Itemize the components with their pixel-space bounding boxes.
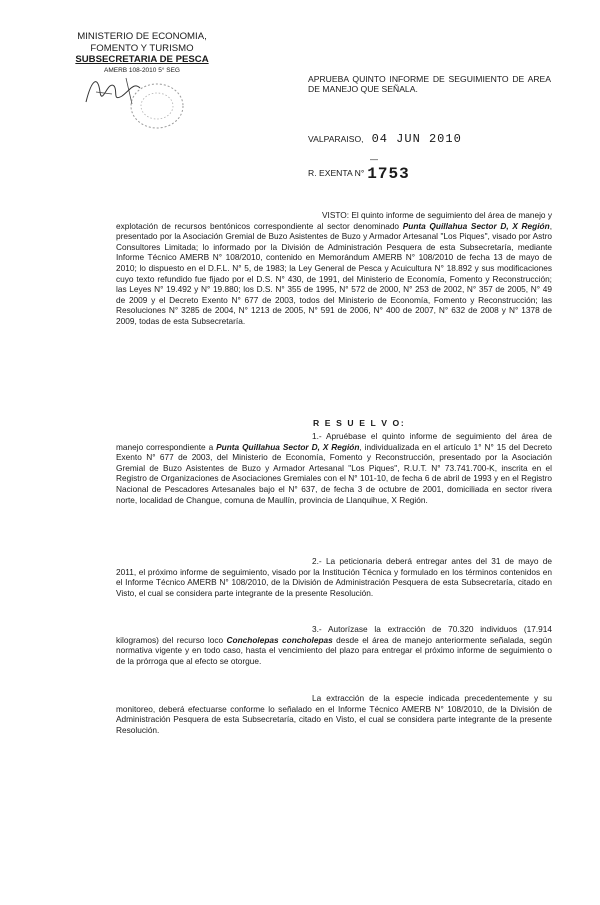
resuelvo-heading: R E S U E L V O: [313, 418, 406, 428]
place-name: VALPARAISO, [308, 134, 364, 144]
exenta-number: 1753 [367, 165, 410, 183]
species-name: Concholepas concholepas [226, 634, 333, 645]
subsecretaria-name: SUBSECRETARIA DE PESCA [75, 54, 209, 65]
resolution-item-3-extraction: La extracción de la especie indicada precedentemente y su monitoreo, deberá efectuarse conforme lo señalado en el Informe Técnico AMERB N° 108/2010, de la División de Administración Pesquera de esta Subsecretaría, citado en Visto, el cual se considera parte integrante de la presente Resolución. [116, 693, 552, 735]
exenta-label: R. EXENTA N° [308, 168, 365, 178]
sector-name: Punta Quillahua Sector D, X Región [402, 220, 550, 231]
ministry-header [62, 31, 222, 74]
separator-dash: — [370, 155, 378, 164]
resolution-item-3: 3.- Autorízase la extracción de 70.320 individuos (17.914 kilogramos) del recurso loco Concholepas concholepas desde el área de manejo anteriormente señalada, según normativa vigente y en todo caso, hasta el vencimiento del plazo para entregar el próximo informe de seguimiento o de la prórroga que al efecto se otorgue. [116, 624, 552, 666]
visto-paragraph: VISTO: El quinto informe de seguimiento del área de manejo y explotación de recursos bentónicos correspondiente al sector denominado Punta Quillahua Sector D, X Región, presentado por la Asociación Gremial de Buzo Asistentes de Buzo y Armador Artesanal "Los Piques", visado por Astro Consultores Limitada; lo informado por la División de Administración Pesquera de esta Subsecretaría, mediante Informe Técnico AMERB N° 108/2010, contenido en Memorándum AMERB N° 108/2010 de fecha 13 de mayo de 2010; lo dispuesto en el D.F.L. N° 5, de 1983; la Ley General de Pesca y Acuicultura N° 18.892 y sus modificaciones cuyo texto refundido fue fijado por el D.S. N° 430, de 1991, del Ministerio de Economía, Fomento y Reconstrucción; las Leyes N° 19.492 y N° 19.880; los D.S. N° 355 de 1995, N° 572 de 2000, N° 253 de 2002, N° 357 de 2005, N° 49 de 2009 y el Decreto Exento N° 677 de 2003, todos del Ministerio de Economía, Fomento y Reconstrucción; las Resoluciones N° 3285 de 2004, N° 1213 de 2005, N° 591 de 2006, N° 400 de 2007, N° 632 de 2008 y N° 1378 de 2009, todas de esta Subsecretaría. [116, 210, 552, 327]
stamp-reference: AMERB 108-2010 5° SEG [104, 66, 180, 74]
ministry-name: MINISTERIO DE ECONOMIA, [77, 31, 207, 42]
resolution-subject: APRUEBA QUINTO INFORME DE SEGUIMIENTO DE AREA DE MANEJO QUE SEÑALA. [308, 74, 551, 95]
official-seal-icon [128, 80, 186, 132]
sector-name: Punta Quillahua Sector D, X Región [216, 441, 360, 452]
date-stamp: 04 JUN 2010 [371, 132, 462, 146]
resolution-item-1: 1.- Apruébase el quinto informe de seguimiento del área de manejo correspondiente a Punta Quillahua Sector D, X Región, individualizada en el artículo 1° N° 15 del Decreto Exento N° 677 de 2003, del Ministerio de Economía, Fomento y Reconstrucción, presentado por la Asociación Gremial de Buzo Asistentes de Buzo y Armador Artesanal "Los Piques", R.U.T. N° 73.741.700-K, inscrita en el Registro de Organizaciones de Asociaciones Gremiales con el N° 101-10, de fecha 6 de abril de 1993 y en el Registro Nacional de Pescadores Artesanales bajo el N° 637, de fecha 3 de octubre de 2001, domiciliada en sector rivera norte, localidad de Changue, comuna de Maullín, provincia de Llanquihue, X Región. [116, 431, 552, 505]
exenta-line [308, 164, 410, 184]
ministry-portfolio: FOMENTO Y TURISMO [90, 42, 194, 54]
place-date-line [308, 132, 462, 147]
resolution-item-2: 2.- La peticionaria deberá entregar antes del 31 de mayo de 2011, el próximo informe de seguimiento, visado por la Institución Técnica y formulado en los términos contenidos en el Informe Técnico AMERB N° 108/2010, de la División de Administración Pesquera de esta Subsecretaría, citado en Visto, el cual se considera parte integrante de la presente Resolución. [116, 556, 552, 598]
